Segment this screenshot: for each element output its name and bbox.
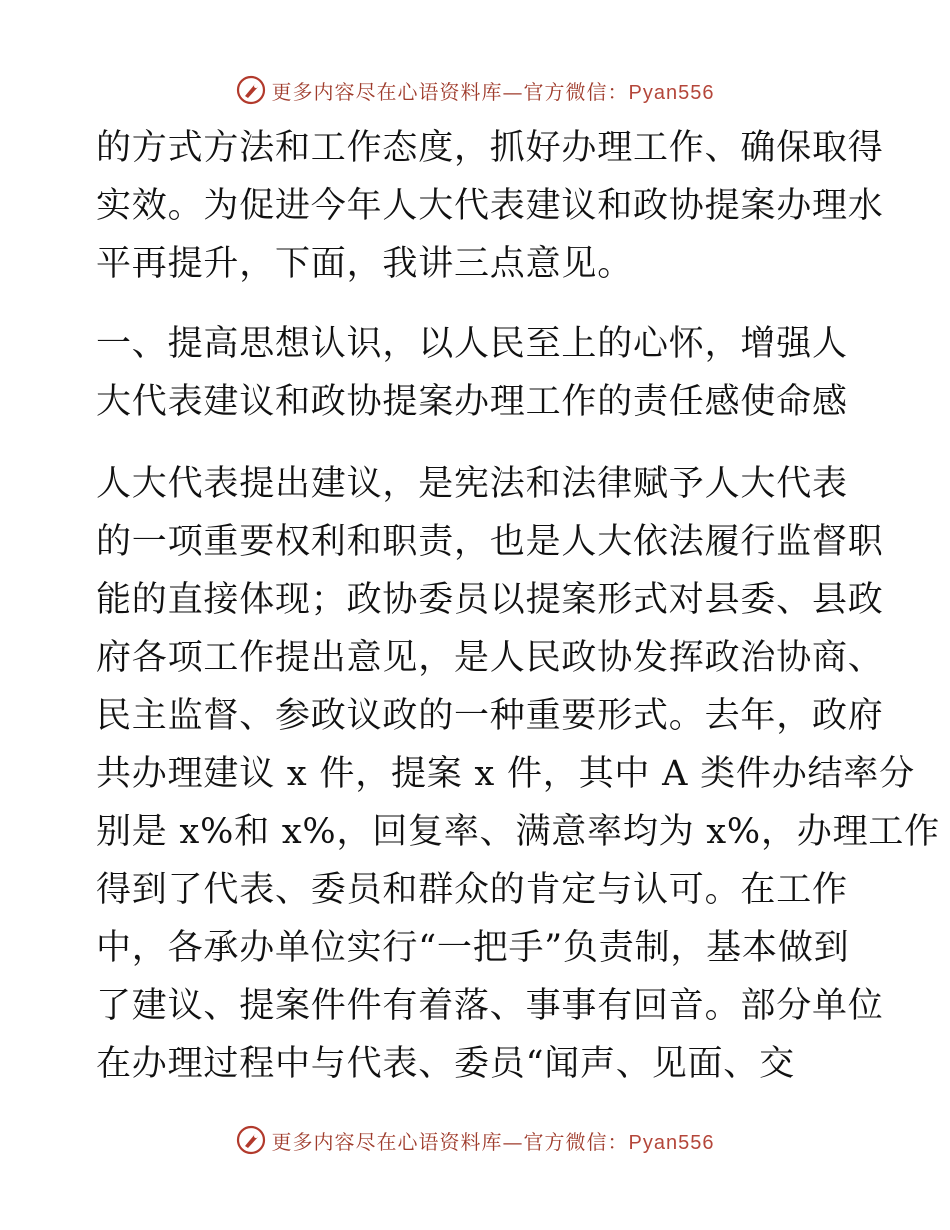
- body-line: 了建议、提案件件有着落、事事有回音。部分单位: [96, 986, 884, 1026]
- paragraph-gap: [96, 438, 856, 462]
- intro-line: 实效。为促进今年人大代表建议和政协提案办理水: [96, 186, 884, 226]
- pen-nib-logo-icon: [236, 75, 266, 105]
- body-line: 别是 x%和 x%，回复率、满意率均为 x%，办理工作: [96, 812, 940, 852]
- body-line: 府各项工作提出意见，是人民政协发挥政治协商、: [96, 638, 884, 678]
- intro-line: 的方式方法和工作态度，抓好办理工作、确保取得: [96, 128, 884, 168]
- intro-line: 平再提升，下面，我讲三点意见。: [96, 244, 634, 284]
- footer-watermark: [0, 1120, 950, 1160]
- pen-nib-logo-icon: [236, 1125, 266, 1155]
- header-watermark: [0, 70, 950, 110]
- body-line: 得到了代表、委员和群众的肯定与认可。在工作: [96, 870, 848, 910]
- body-line: 中，各承办单位实行“一把手”负责制，基本做到: [96, 928, 850, 968]
- body-line: 民主监督、参政议政的一种重要形式。去年，政府: [96, 696, 884, 736]
- watermark-text: 更多内容尽在心语资料库—官方微信：Pyan556: [271, 1129, 715, 1154]
- section-heading-line: 大代表建议和政协提案办理工作的责任感使命感: [96, 382, 848, 422]
- document-body: [96, 126, 940, 1100]
- body-line: 能的直接体现；政协委员以提案形式对县委、县政: [96, 580, 884, 620]
- paragraph-gap: [96, 300, 856, 322]
- watermark-text: 更多内容尽在心语资料库—官方微信：Pyan556: [271, 79, 715, 104]
- body-line: 人大代表提出建议，是宪法和法律赋予人大代表: [96, 464, 848, 504]
- body-line: 在办理过程中与代表、委员“闻声、见面、交: [96, 1044, 795, 1084]
- body-line: 共办理建议 x 件，提案 x 件，其中 A 类件办结率分: [96, 754, 915, 794]
- body-line: 的一项重要权利和职责，也是人大依法履行监督职: [96, 522, 884, 562]
- section-heading-line: 一、提高思想认识，以人民至上的心怀，增强人: [96, 324, 848, 364]
